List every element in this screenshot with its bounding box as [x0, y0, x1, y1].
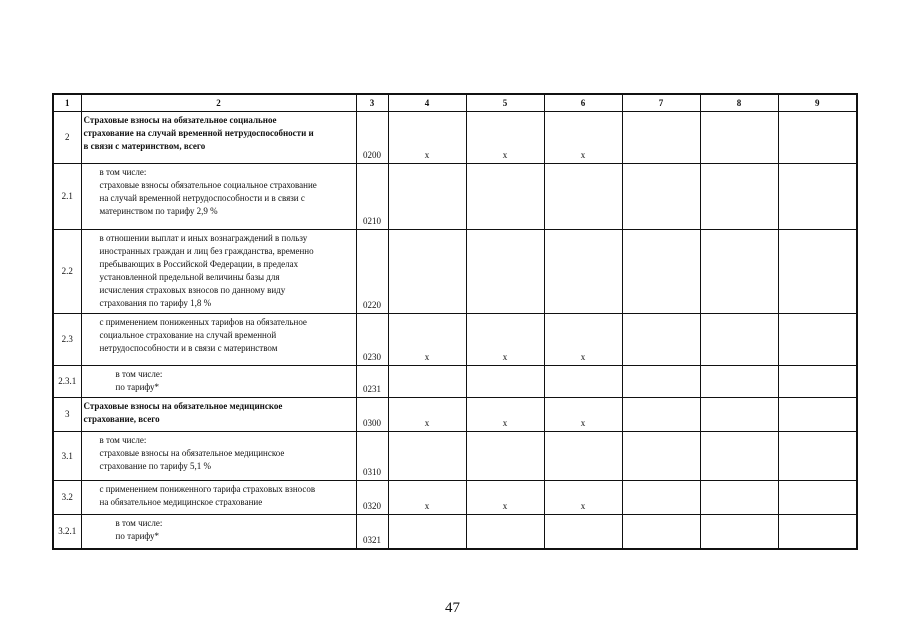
- header-cell: 9: [778, 94, 857, 112]
- row-number: 3.2.1: [53, 515, 81, 549]
- row-description: [81, 314, 356, 366]
- table-row: [53, 481, 857, 515]
- cell-col8[interactable]: [700, 481, 778, 515]
- cell-col7[interactable]: [622, 230, 700, 314]
- row-description: [81, 432, 356, 481]
- header-cell: 7: [622, 94, 700, 112]
- row-description: [81, 230, 356, 314]
- table-row: [53, 432, 857, 481]
- description-line: социальное страхование на случай временной: [99, 330, 277, 340]
- description-line: исчисления страховых взносов по данному виду: [99, 285, 286, 295]
- cell-col9[interactable]: [778, 112, 857, 164]
- description-line: по тарифу*: [115, 531, 160, 541]
- row-description: [81, 112, 356, 164]
- table-row: [53, 164, 857, 230]
- description-line: на обязательное медицинское страхование: [99, 497, 263, 507]
- header-cell: 8: [700, 94, 778, 112]
- description-line: страхование на случай временной нетрудоспособности и: [83, 128, 314, 138]
- description-line: пребывающих в Российской Федерации, в пределах: [99, 259, 299, 269]
- description-line: в том числе:: [115, 518, 163, 528]
- description-line: Страховые взносы на обязательное социальное: [83, 115, 277, 125]
- row-number: 2: [53, 112, 81, 164]
- table-row: [53, 112, 857, 164]
- header-cell: 1: [53, 94, 81, 112]
- cell-col6[interactable]: [544, 164, 622, 230]
- description-line: нетрудоспособности и в связи с материнством: [99, 343, 278, 353]
- row-code: 0300: [356, 398, 388, 432]
- description-line: установленной предельной величины базы для: [99, 272, 280, 282]
- cell-col4[interactable]: [388, 366, 466, 398]
- contributions-table: [52, 93, 858, 550]
- page-number: 47: [445, 600, 460, 616]
- description-line: по тарифу*: [115, 382, 160, 392]
- row-description: [81, 398, 356, 432]
- cell-col9[interactable]: [778, 432, 857, 481]
- table-row: [53, 398, 857, 432]
- cell-col8[interactable]: [700, 314, 778, 366]
- row-code: 0200: [356, 112, 388, 164]
- cell-col8[interactable]: [700, 432, 778, 481]
- cell-col6[interactable]: x: [544, 481, 622, 515]
- cell-col6[interactable]: x: [544, 314, 622, 366]
- cell-col4[interactable]: x: [388, 314, 466, 366]
- cell-col6[interactable]: x: [544, 398, 622, 432]
- description-line: страхования по тарифу 1,8 %: [99, 298, 212, 308]
- cell-col6[interactable]: [544, 432, 622, 481]
- cell-col7[interactable]: [622, 164, 700, 230]
- cell-col7[interactable]: [622, 432, 700, 481]
- cell-col6[interactable]: x: [544, 112, 622, 164]
- cell-col4[interactable]: x: [388, 481, 466, 515]
- cell-col9[interactable]: [778, 481, 857, 515]
- description-line: страхование, всего: [83, 414, 160, 424]
- row-code: 0310: [356, 432, 388, 481]
- cell-col4[interactable]: [388, 515, 466, 549]
- cell-col8[interactable]: [700, 515, 778, 549]
- cell-col8[interactable]: [700, 164, 778, 230]
- cell-col8[interactable]: [700, 398, 778, 432]
- table-row: [53, 230, 857, 314]
- cell-col7[interactable]: [622, 515, 700, 549]
- cell-col4[interactable]: x: [388, 112, 466, 164]
- description-line: в том числе:: [99, 435, 147, 445]
- header-cell: 4: [388, 94, 466, 112]
- row-description: [81, 164, 356, 230]
- cell-col8[interactable]: [700, 230, 778, 314]
- description-line: материнством по тарифу 2,9 %: [99, 206, 218, 216]
- header-cell: 3: [356, 94, 388, 112]
- cell-col5[interactable]: [466, 515, 544, 549]
- cell-col5[interactable]: x: [466, 314, 544, 366]
- cell-col7[interactable]: [622, 366, 700, 398]
- cell-col6[interactable]: [544, 230, 622, 314]
- row-code: 0231: [356, 366, 388, 398]
- row-code: 0321: [356, 515, 388, 549]
- description-line: в том числе:: [115, 369, 163, 379]
- cell-col6[interactable]: [544, 366, 622, 398]
- cell-col5[interactable]: [466, 366, 544, 398]
- cell-col7[interactable]: [622, 398, 700, 432]
- row-number: 3.2: [53, 481, 81, 515]
- cell-col4[interactable]: [388, 164, 466, 230]
- cell-col4[interactable]: [388, 432, 466, 481]
- description-line: страхование по тарифу 5,1 %: [99, 461, 211, 471]
- cell-col9[interactable]: [778, 230, 857, 314]
- cell-col4[interactable]: [388, 230, 466, 314]
- header-cell: 5: [466, 94, 544, 112]
- cell-col9[interactable]: [778, 164, 857, 230]
- description-line: в связи с материнством, всего: [83, 141, 206, 151]
- row-code: 0230: [356, 314, 388, 366]
- row-description: [81, 481, 356, 515]
- description-line: страховые взносы на обязательное медицинское: [99, 448, 285, 458]
- row-code: 0210: [356, 164, 388, 230]
- header-cell: 6: [544, 94, 622, 112]
- table-row: [53, 366, 857, 398]
- row-description: [81, 515, 356, 549]
- cell-col4[interactable]: x: [388, 398, 466, 432]
- cell-col9[interactable]: [778, 515, 857, 549]
- row-description: [81, 366, 356, 398]
- cell-col5[interactable]: [466, 164, 544, 230]
- cell-col7[interactable]: [622, 112, 700, 164]
- row-code: 0220: [356, 230, 388, 314]
- description-line: на случай временной нетрудоспособности и в связи с: [99, 193, 305, 203]
- description-line: с применением пониженного тарифа страховых взносов: [99, 484, 316, 494]
- cell-col7[interactable]: [622, 481, 700, 515]
- header-row: [53, 94, 857, 112]
- cell-col8[interactable]: [700, 366, 778, 398]
- cell-col8[interactable]: [700, 112, 778, 164]
- description-line: в отношении выплат и иных вознаграждений в пользу: [99, 233, 308, 243]
- row-number: 3.1: [53, 432, 81, 481]
- description-line: иностранных граждан и лиц без гражданства, временно: [99, 246, 314, 256]
- cell-col9[interactable]: [778, 314, 857, 366]
- row-number: 2.3.1: [53, 366, 81, 398]
- row-number: 2.3: [53, 314, 81, 366]
- cell-col9[interactable]: [778, 366, 857, 398]
- row-number: 2.1: [53, 164, 81, 230]
- cell-col5[interactable]: x: [466, 112, 544, 164]
- cell-col5[interactable]: [466, 432, 544, 481]
- description-line: в том числе:: [99, 167, 147, 177]
- row-number: 3: [53, 398, 81, 432]
- table-row: [53, 314, 857, 366]
- description-line: с применением пониженных тарифов на обязательное: [99, 317, 307, 327]
- cell-col7[interactable]: [622, 314, 700, 366]
- description-line: Страховые взносы на обязательное медицинское: [83, 401, 283, 411]
- cell-col6[interactable]: [544, 515, 622, 549]
- cell-col5[interactable]: [466, 230, 544, 314]
- cell-col9[interactable]: [778, 398, 857, 432]
- row-code: 0320: [356, 481, 388, 515]
- description-line: страховые взносы обязательное социальное страхование: [99, 180, 317, 190]
- table-row: [53, 515, 857, 549]
- cell-col5[interactable]: x: [466, 481, 544, 515]
- row-number: 2.2: [53, 230, 81, 314]
- header-cell: 2: [81, 94, 356, 112]
- cell-col5[interactable]: x: [466, 398, 544, 432]
